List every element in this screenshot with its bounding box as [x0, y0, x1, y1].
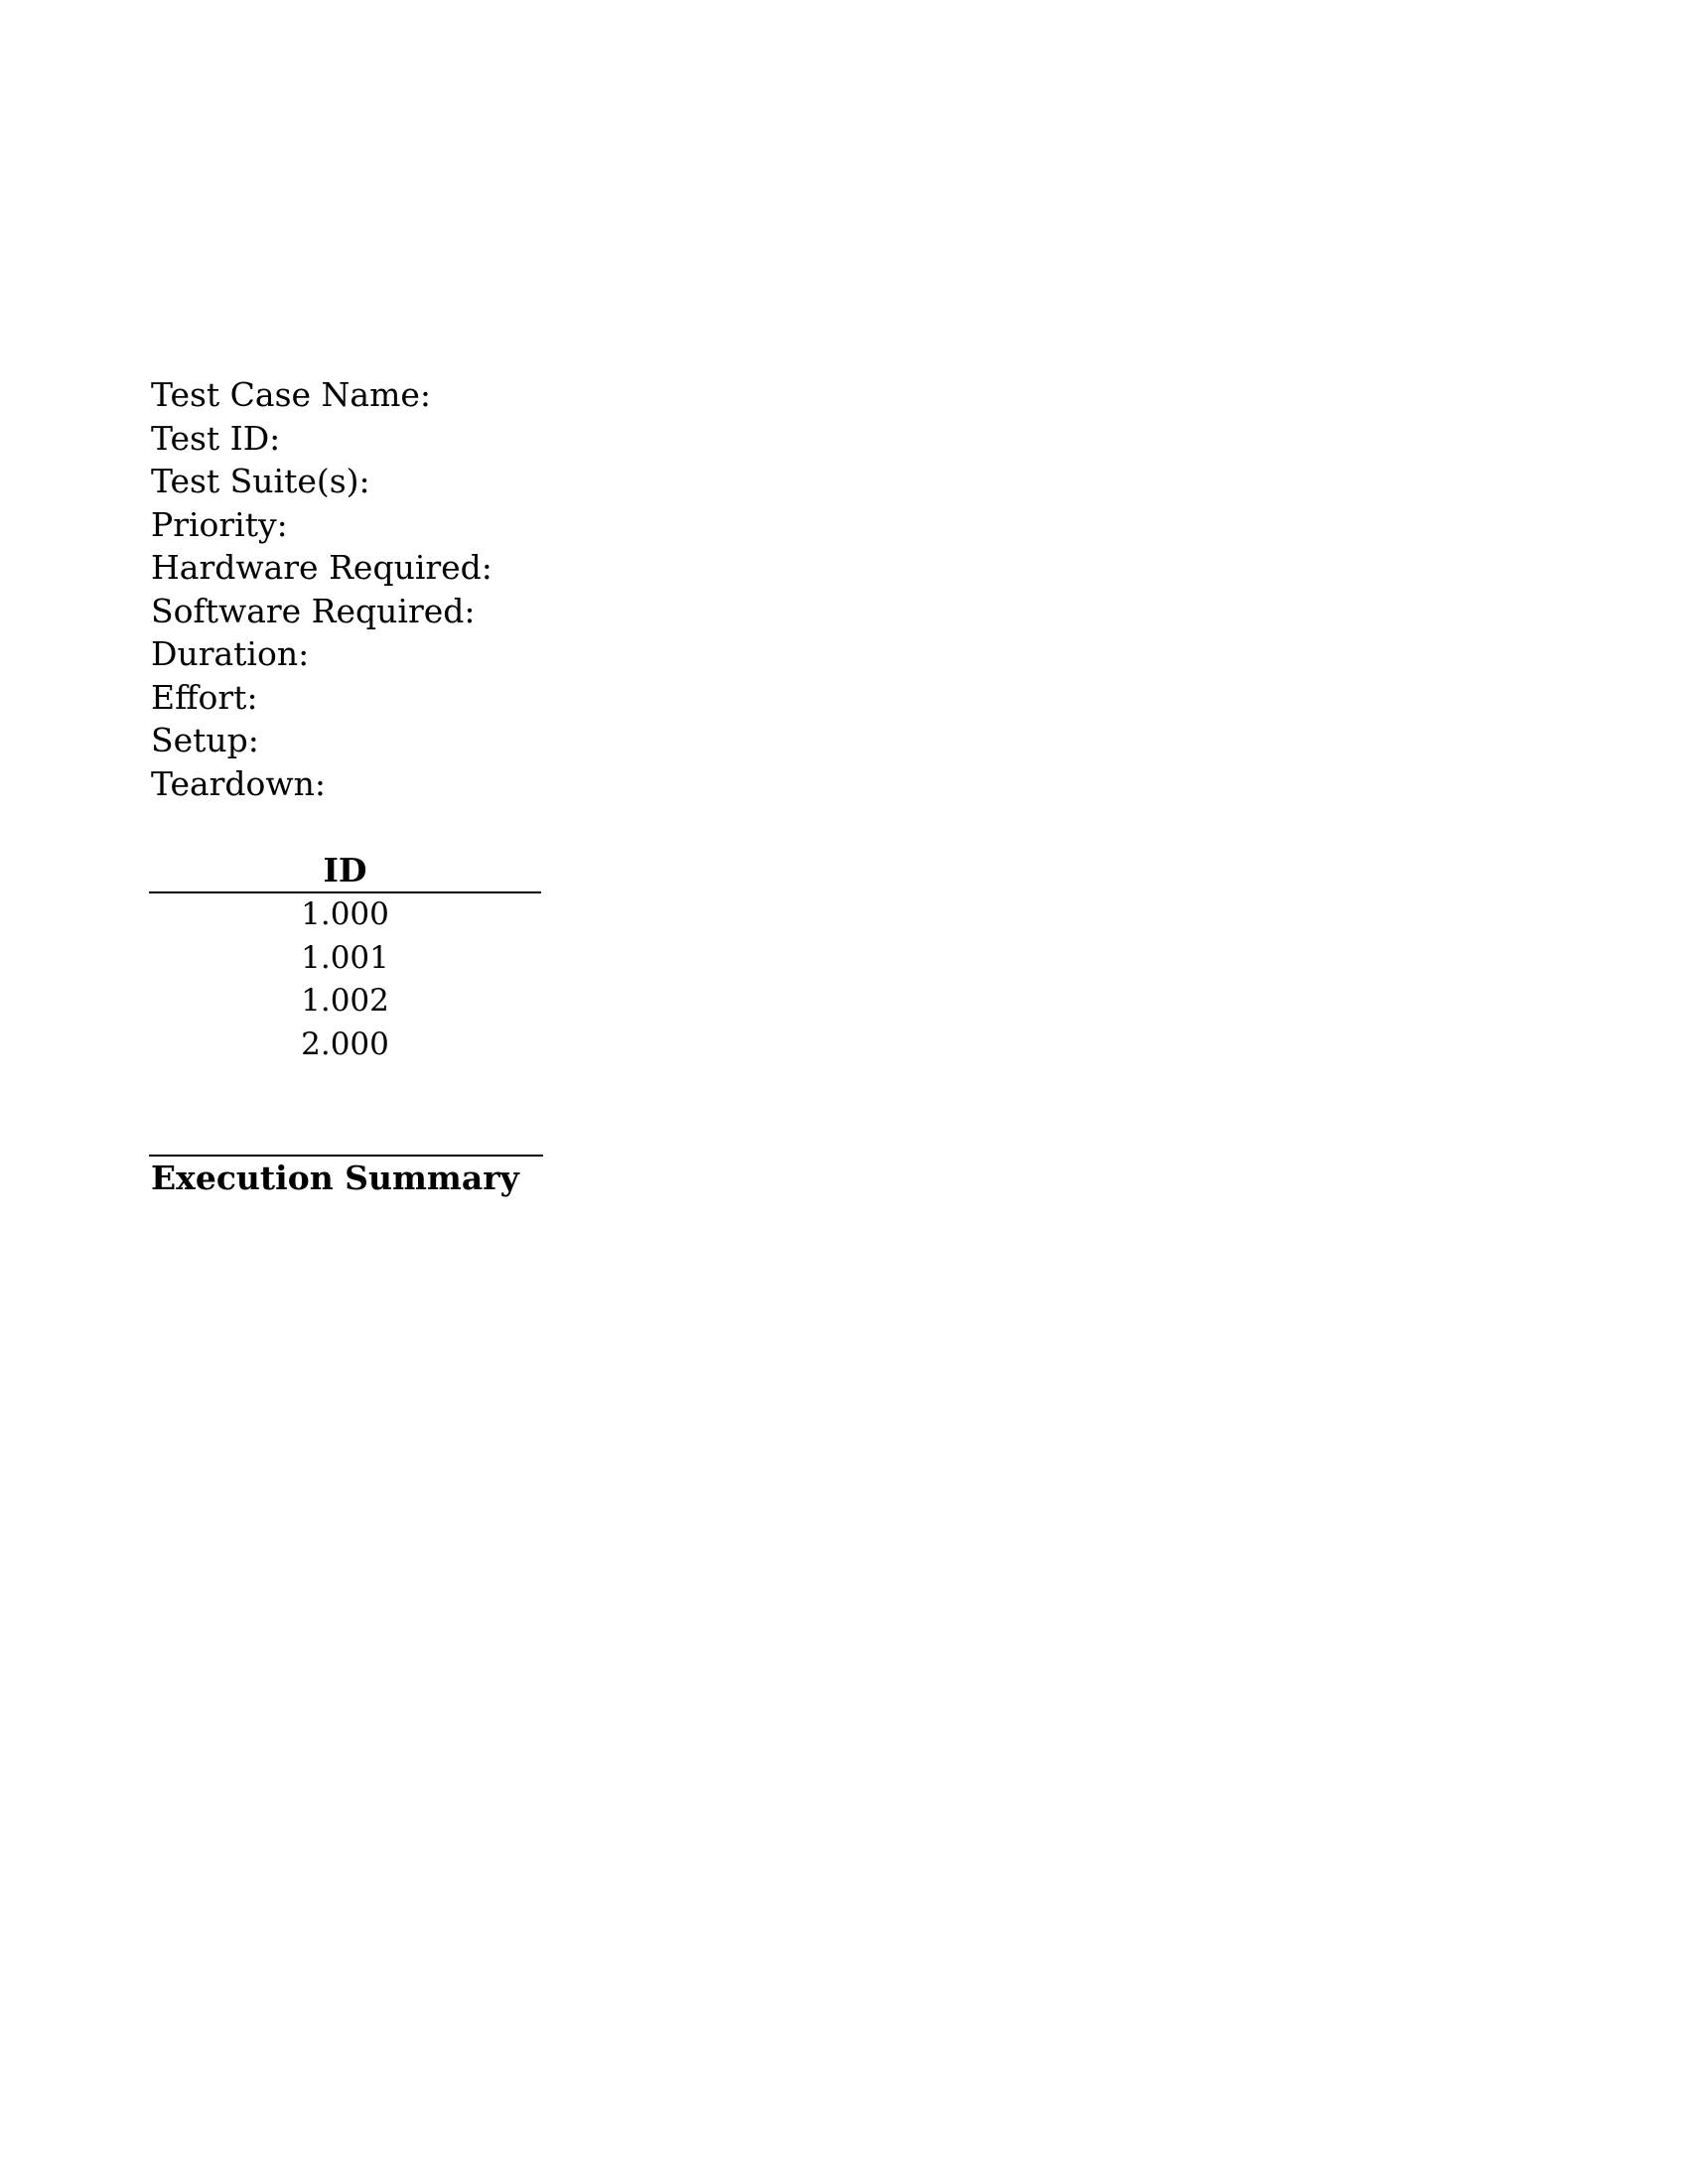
- execution-summary-heading: Execution Summary: [149, 1155, 543, 1200]
- table-header-row: [149, 849, 541, 892]
- field-software-required: Software Required:: [151, 591, 476, 630]
- field-effort: Effort:: [151, 677, 258, 717]
- step-id-cell: 1.000: [301, 896, 389, 932]
- field-duration: Duration:: [151, 634, 310, 673]
- table-row: [149, 1024, 541, 1067]
- table-row: [149, 980, 541, 1024]
- step-id-cell: 1.001: [301, 939, 389, 976]
- step-id-table: [149, 849, 541, 1066]
- step-id-cell: 1.002: [301, 983, 389, 1019]
- field-teardown: Teardown:: [151, 763, 327, 803]
- field-setup: Setup:: [151, 721, 259, 759]
- table-row: [149, 892, 541, 937]
- id-column-header: ID: [149, 849, 541, 892]
- field-test-id: Test ID:: [151, 418, 281, 458]
- step-id-cell: 2.000: [301, 1025, 389, 1062]
- test-case-fields: [151, 373, 492, 805]
- field-test-case-name: Test Case Name:: [151, 375, 432, 414]
- field-hardware-required: Hardware Required:: [151, 548, 492, 587]
- field-test-suites: Test Suite(s):: [151, 462, 370, 500]
- table-row: [149, 937, 541, 981]
- field-priority: Priority:: [151, 504, 288, 544]
